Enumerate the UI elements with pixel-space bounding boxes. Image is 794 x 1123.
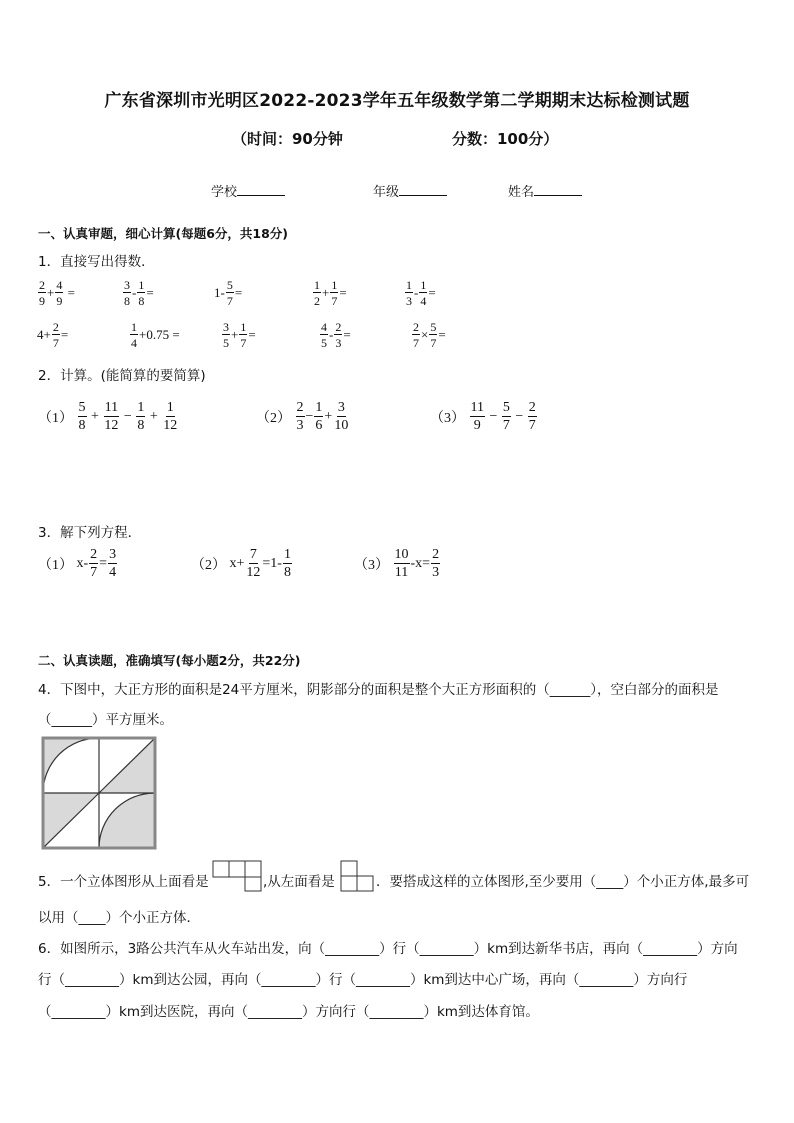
school-blank[interactable] (237, 183, 285, 196)
expr-1-7: 1 4 +0.75 = (131, 320, 180, 350)
expr-2-1: （1） 5 8 + 11 12 − 1 8 + 1 12 (38, 400, 178, 433)
question-6-line2: 行（________）km到达公园，再向（________）行（________）km到达中心广场，再向（________）方向行 (38, 972, 688, 988)
expr-1-6: 4+ 2 7 = (37, 320, 69, 350)
school-field[interactable] (211, 181, 285, 200)
equation-3-3: （3） 10 11 -x= 2 3 (354, 547, 440, 580)
expr-1-4: 1 2 + 1 7 = (314, 278, 347, 308)
equation-3-1: （1） x- 2 7 = 3 4 (38, 547, 117, 580)
grade-field[interactable] (373, 181, 447, 200)
expr-1-1: 2 9 + 4 9 = (39, 278, 75, 308)
exam-time: （时间：90分钟 (232, 130, 343, 148)
question-1-text: 1．直接写出得数． (38, 254, 155, 270)
left-view-figure (340, 860, 374, 892)
top-view-figure (212, 860, 262, 892)
grade-label: 年级 (373, 185, 400, 200)
grade-blank[interactable] (399, 183, 447, 196)
expr-1-5: 1 3 - 1 4 = (406, 278, 436, 308)
name-blank[interactable] (534, 183, 582, 196)
expr-1-3: 1- 5 7 = (214, 278, 243, 308)
question-5-line2: 以用（____）个小正方体． (38, 910, 200, 926)
expr-2-3: （3） 11 9 − 5 7 − 2 7 (430, 400, 536, 433)
section2-heading: 二、认真读题，准确填写(每小题2分，共22分) (38, 653, 301, 668)
expr-1-10: 2 7 × 5 7 = (413, 320, 446, 350)
name-label: 姓名 (508, 185, 535, 200)
square-figure (40, 735, 158, 851)
question-5-part-a: 5．一个立体图形从上面看是 (38, 874, 209, 890)
expr-2-2: （2） 2 3 − 1 6 + 3 10 (256, 400, 349, 433)
question-6-line1: 6．如图所示，3路公共汽车从火车站出发，向（________）行（________）km到达新华书店，再向（________）方向 (38, 941, 738, 957)
name-field[interactable] (508, 181, 582, 200)
expr-1-9: 4 5 - 2 3 = (321, 320, 351, 350)
section1-heading: 一、认真审题，细心计算(每题6分，共18分) (38, 226, 289, 241)
equation-3-2: （2） x+ 7 12 =1- 1 8 (191, 547, 291, 580)
expr-1-2: 3 8 - 1 8 = (124, 278, 154, 308)
question-4-line1: 4．下图中，大正方形的面积是24平方厘米，阴影部分的面积是整个大正方形面积的（______），空白部分的面积是 (38, 682, 719, 698)
question-3-text: 3．解下列方程． (38, 525, 142, 541)
expr-1-8: 3 5 + 1 7 = (223, 320, 256, 350)
question-2-text: 2．计算。(能简算的要简算) (38, 368, 206, 384)
exam-score: 分数：100分） (452, 130, 559, 148)
school-label: 学校 (211, 185, 238, 200)
question-6-line3: （________）km到达医院，再向（________）方向行（________）km到达体育馆。 (38, 1004, 539, 1020)
question-4-line2: （______）平方厘米。 (38, 712, 173, 728)
question-5-part-c: ．要搭成这样的立体图形,至少要用（____）个小正方体,最多可 (376, 874, 750, 890)
question-5-part-b: ,从左面看是 (263, 874, 335, 890)
page-title: 广东省深圳市光明区2022-2023学年五年级数学第二学期期末达标检测试题 (104, 91, 690, 111)
